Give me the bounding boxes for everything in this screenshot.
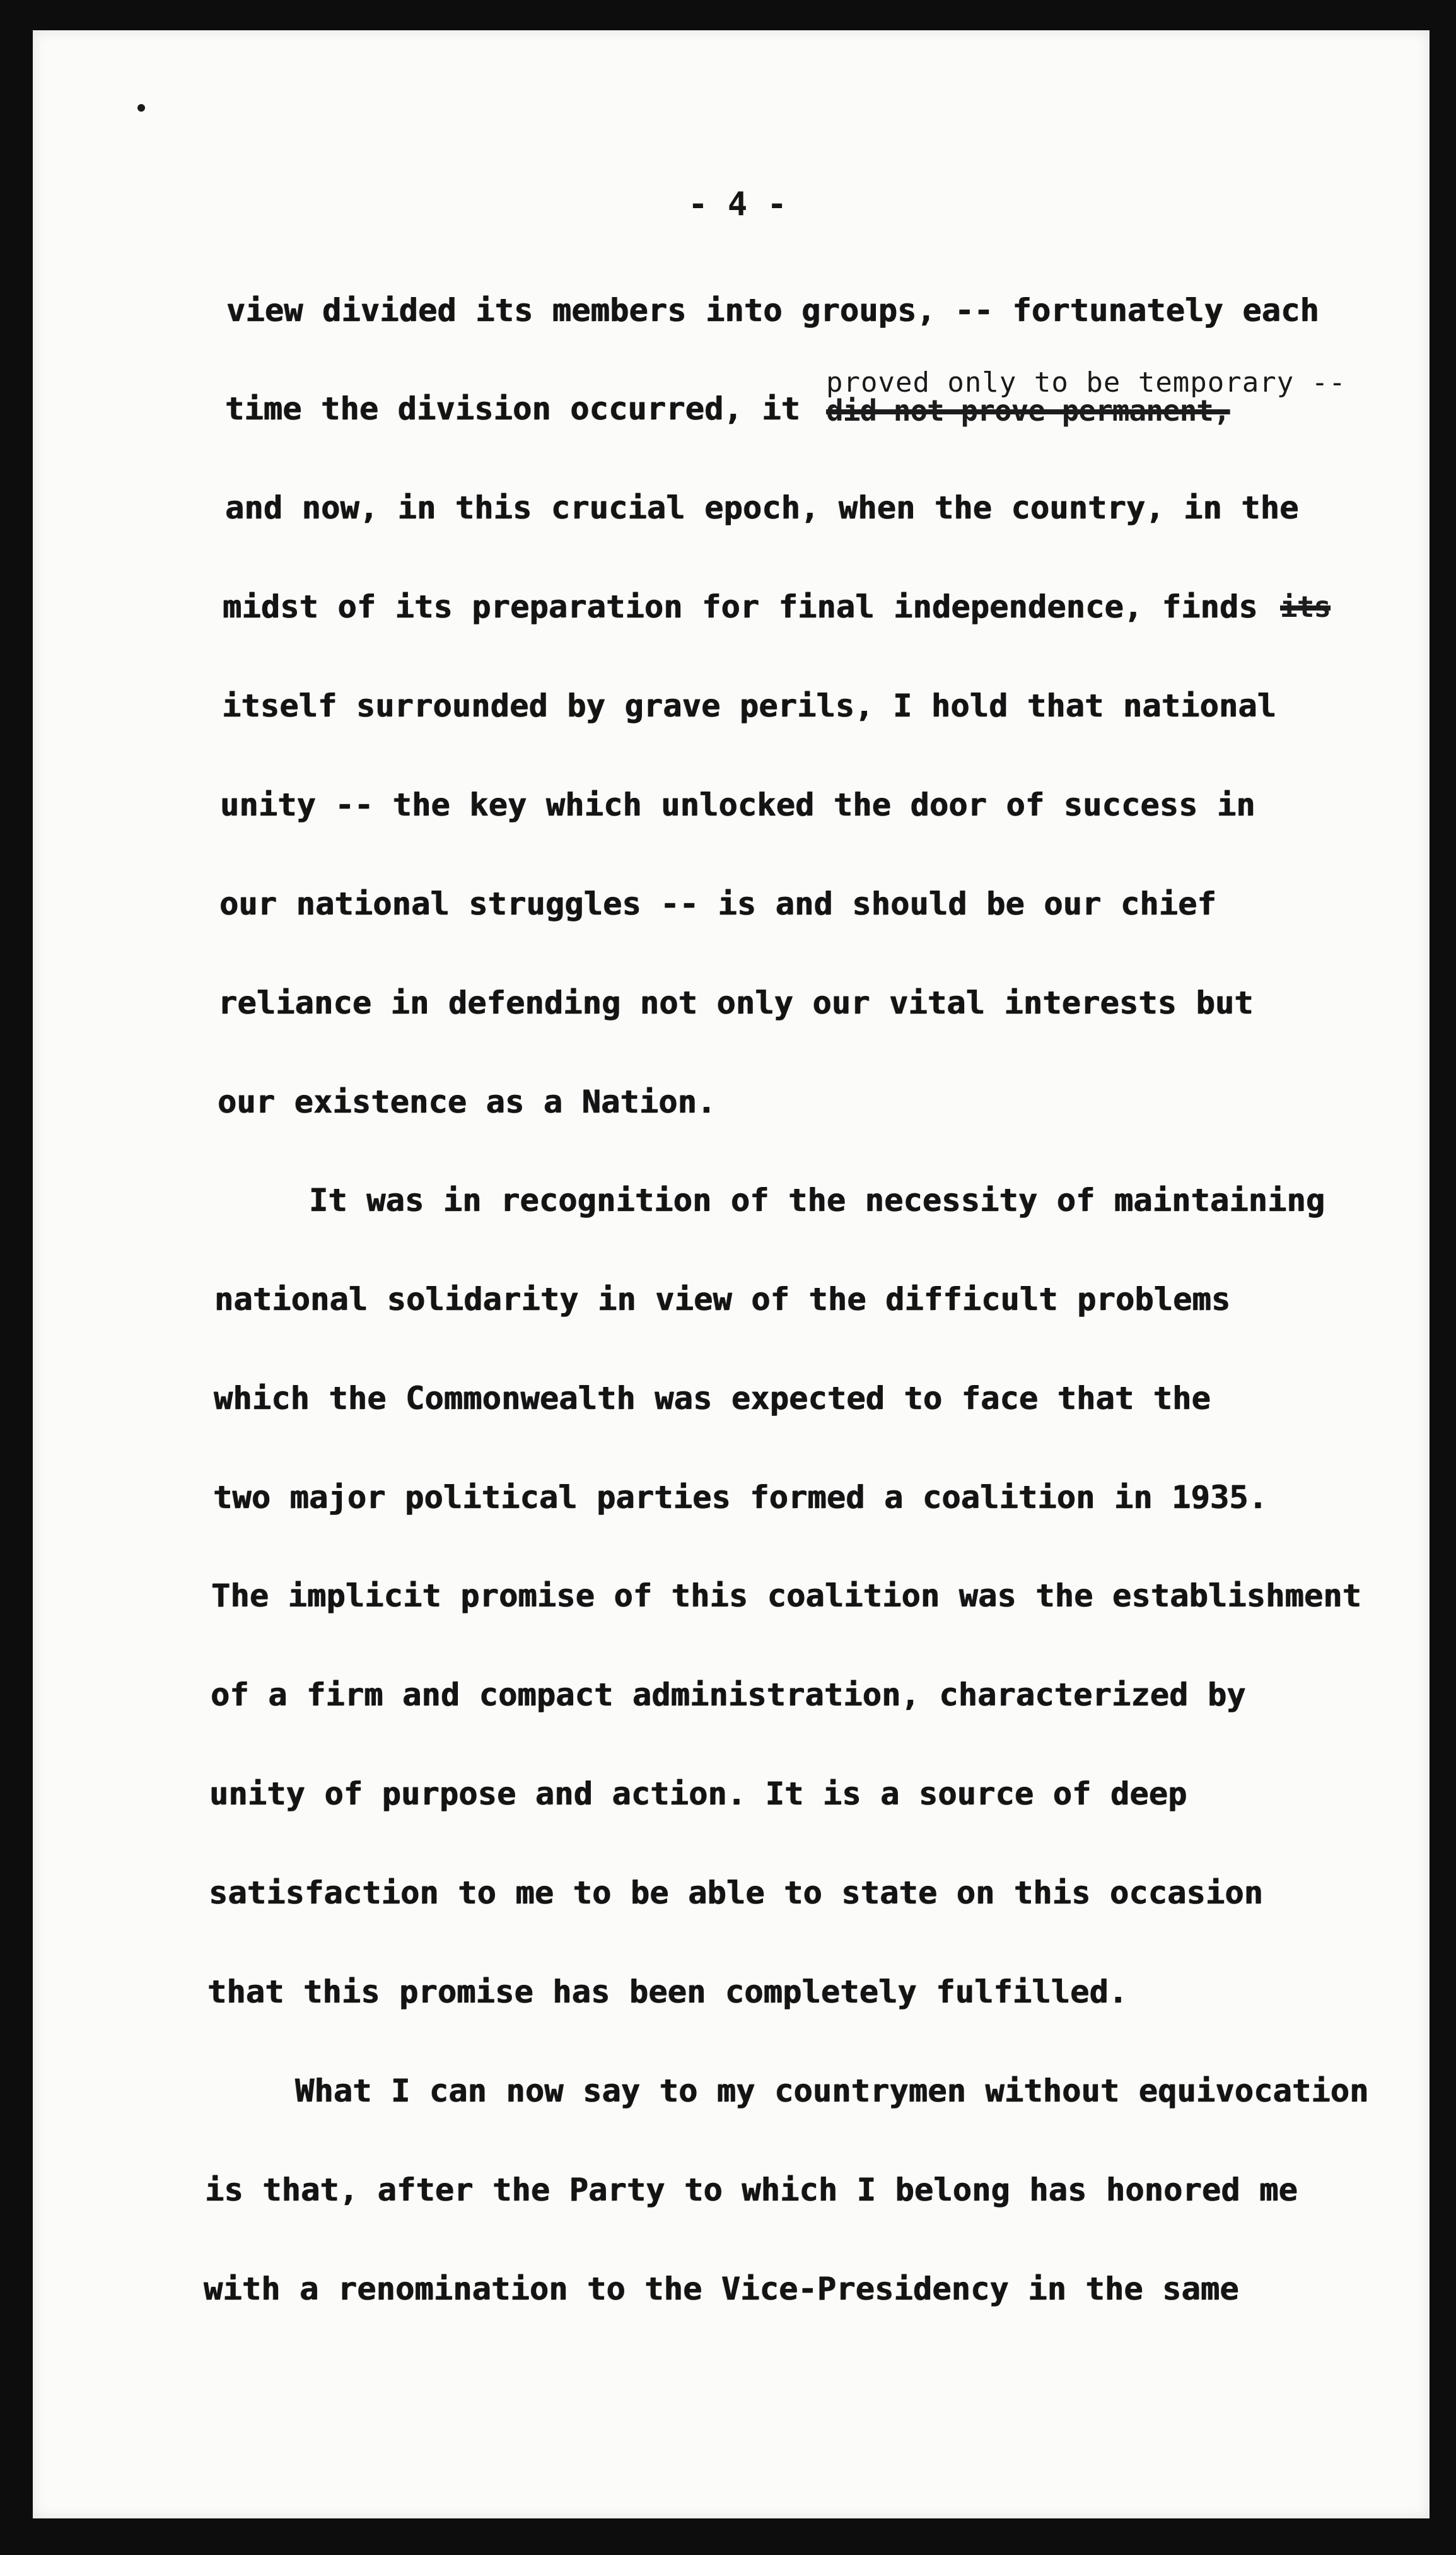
text-line: is that, after the Party to which I belong has honored me (205, 2172, 1298, 2208)
ink-speck (137, 104, 145, 112)
text-line: time the division occurred, it (225, 390, 801, 427)
text-line: satisfaction to me to be able to state on this occasion (209, 1874, 1264, 1911)
text-line: itself surrounded by grave perils, I hold that national (222, 687, 1277, 724)
text-line: two major political parties formed a coalition in 1935. (213, 1479, 1268, 1516)
struck-out-text: did not prove permanent, (826, 394, 1230, 428)
text-line: our existence as a Nation. (218, 1084, 716, 1120)
struck-out-text: its (1280, 590, 1331, 624)
typed-insertion: proved only to be temporary -- (826, 366, 1346, 399)
text-line: our national struggles -- is and should be our chief (219, 886, 1216, 922)
text-line: and now, in this crucial epoch, when the country, in the (225, 489, 1299, 526)
text-line: reliance in defending not only our vital interests but (218, 985, 1254, 1021)
text-line: national solidarity in view of the difficult problems (214, 1281, 1231, 1318)
text-line: which the Commonwealth was expected to face that the (214, 1380, 1211, 1417)
text-line: of a firm and compact administration, characterized by (211, 1676, 1246, 1713)
text-line: view divided its members into groups, -- fortunately each (226, 292, 1319, 329)
paragraph-first-line: What I can now say to my countrymen without equivocation (295, 2073, 1369, 2109)
text-line: unity of purpose and action. It is a source of deep (209, 1775, 1187, 1812)
text-line: unity -- the key which unlocked the door of success in (220, 786, 1255, 823)
page-number: - 4 - (688, 185, 787, 223)
text-line: that this promise has been completely fulfilled. (207, 1973, 1128, 2010)
paragraph-first-line: It was in recognition of the necessity of maintaining (309, 1182, 1325, 1219)
text-line: with a renomination to the Vice-Presidency in the same (204, 2271, 1239, 2307)
text-line: The implicit promise of this coalition was the establishment (211, 1577, 1362, 1614)
text-line: midst of its preparation for final independence, finds (223, 588, 1258, 625)
